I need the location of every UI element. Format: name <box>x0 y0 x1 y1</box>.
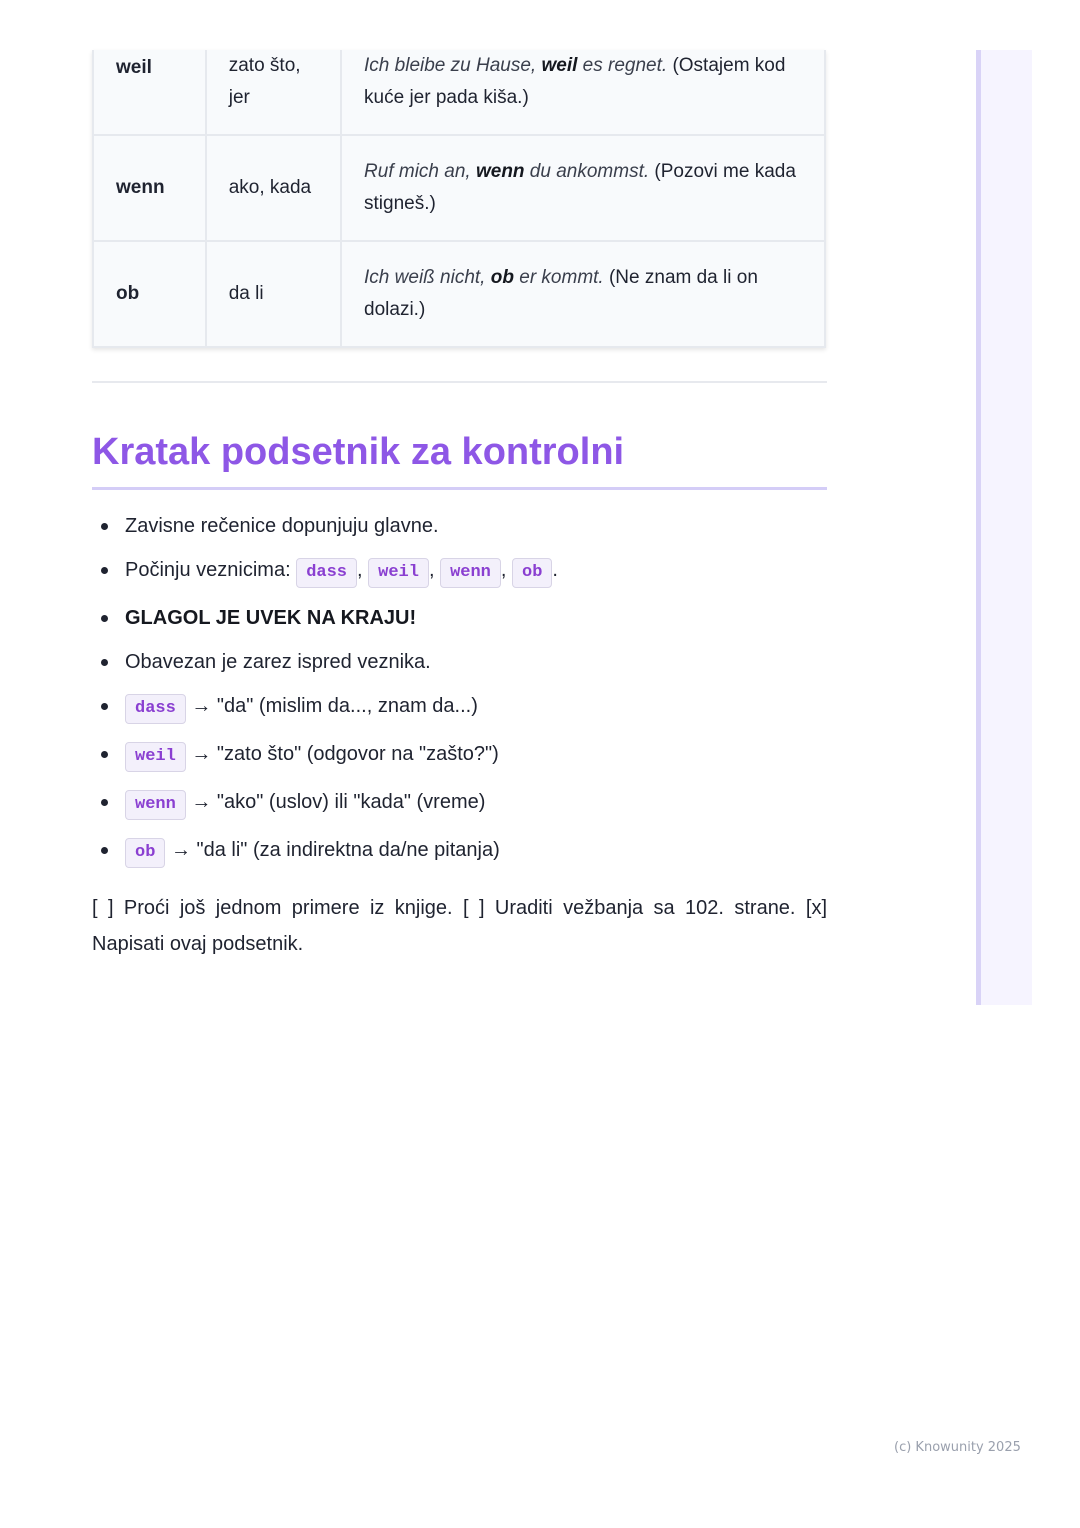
translation: (Ne znam da li on dolazi.) <box>364 267 758 320</box>
list-item: Počinju veznicima: dass , weil , wenn , ob . <box>92 556 827 588</box>
list-item: ob → "da li" (za indirektna da/ne pitanja) <box>92 836 827 868</box>
meaning-cell: ako, kada <box>206 135 341 241</box>
section-title: Kratak podsetnik za kontrolni <box>92 429 827 490</box>
conjunction-cell: wenn <box>93 135 206 241</box>
table-row <box>93 135 825 241</box>
meaning-cell: zato što, jer <box>206 50 341 135</box>
translation: (Pozovi me kada stigneš.) <box>364 161 796 214</box>
list-item: weil → "zato što" (odgovor na "zašto?") <box>92 740 827 772</box>
translation: (Ostajem kod kuće jer pada kiša.) <box>364 55 786 108</box>
list-item: wenn → "ako" (uslov) ili "kada" (vreme) <box>92 788 827 820</box>
side-panel <box>976 50 1032 1005</box>
horizontal-rule <box>92 381 827 383</box>
list-item: Obavezan je zarez ispred veznika. <box>92 648 827 676</box>
example-cell: Ich bleibe zu Hause, weil es regnet. (Ostajem kod kuće jer pada kiša.) <box>341 50 825 135</box>
conjunction-cell: weil <box>93 50 206 135</box>
code-weil: weil <box>125 742 186 772</box>
code-dass: dass <box>296 558 357 588</box>
document-content <box>92 50 827 962</box>
example-cell: Ich weiß nicht, ob er kommt. (Ne znam da li on dolazi.) <box>341 241 825 347</box>
list-item: Zavisne rečenice dopunjuju glavne. <box>92 512 827 540</box>
conjunction-cell: ob <box>93 241 206 347</box>
code-wenn: wenn <box>440 558 501 588</box>
code-wenn: wenn <box>125 790 186 820</box>
conjunction-table <box>92 50 826 348</box>
code-weil: weil <box>368 558 429 588</box>
table-row <box>93 241 825 347</box>
meaning-cell: da li <box>206 241 341 347</box>
copyright-footer: (c) Knowunity 2025 <box>894 1440 1021 1455</box>
list-item: dass → "da" (mislim da..., znam da...) <box>92 692 827 724</box>
code-dass: dass <box>125 694 186 724</box>
code-ob: ob <box>125 838 165 868</box>
list-item: GLAGOL JE UVEK NA KRAJU! <box>92 604 827 632</box>
code-ob: ob <box>512 558 552 588</box>
todo-paragraph: [ ] Proći još jednom primere iz knjige. [ ] Uraditi vežbanja sa 102. strane. [x] Napisati ovaj podsetnik. <box>92 897 827 955</box>
example-cell: Ruf mich an, wenn du ankommst. (Pozovi me kada stigneš.) <box>341 135 825 241</box>
table-row <box>93 50 825 135</box>
reminder-list <box>92 512 827 868</box>
